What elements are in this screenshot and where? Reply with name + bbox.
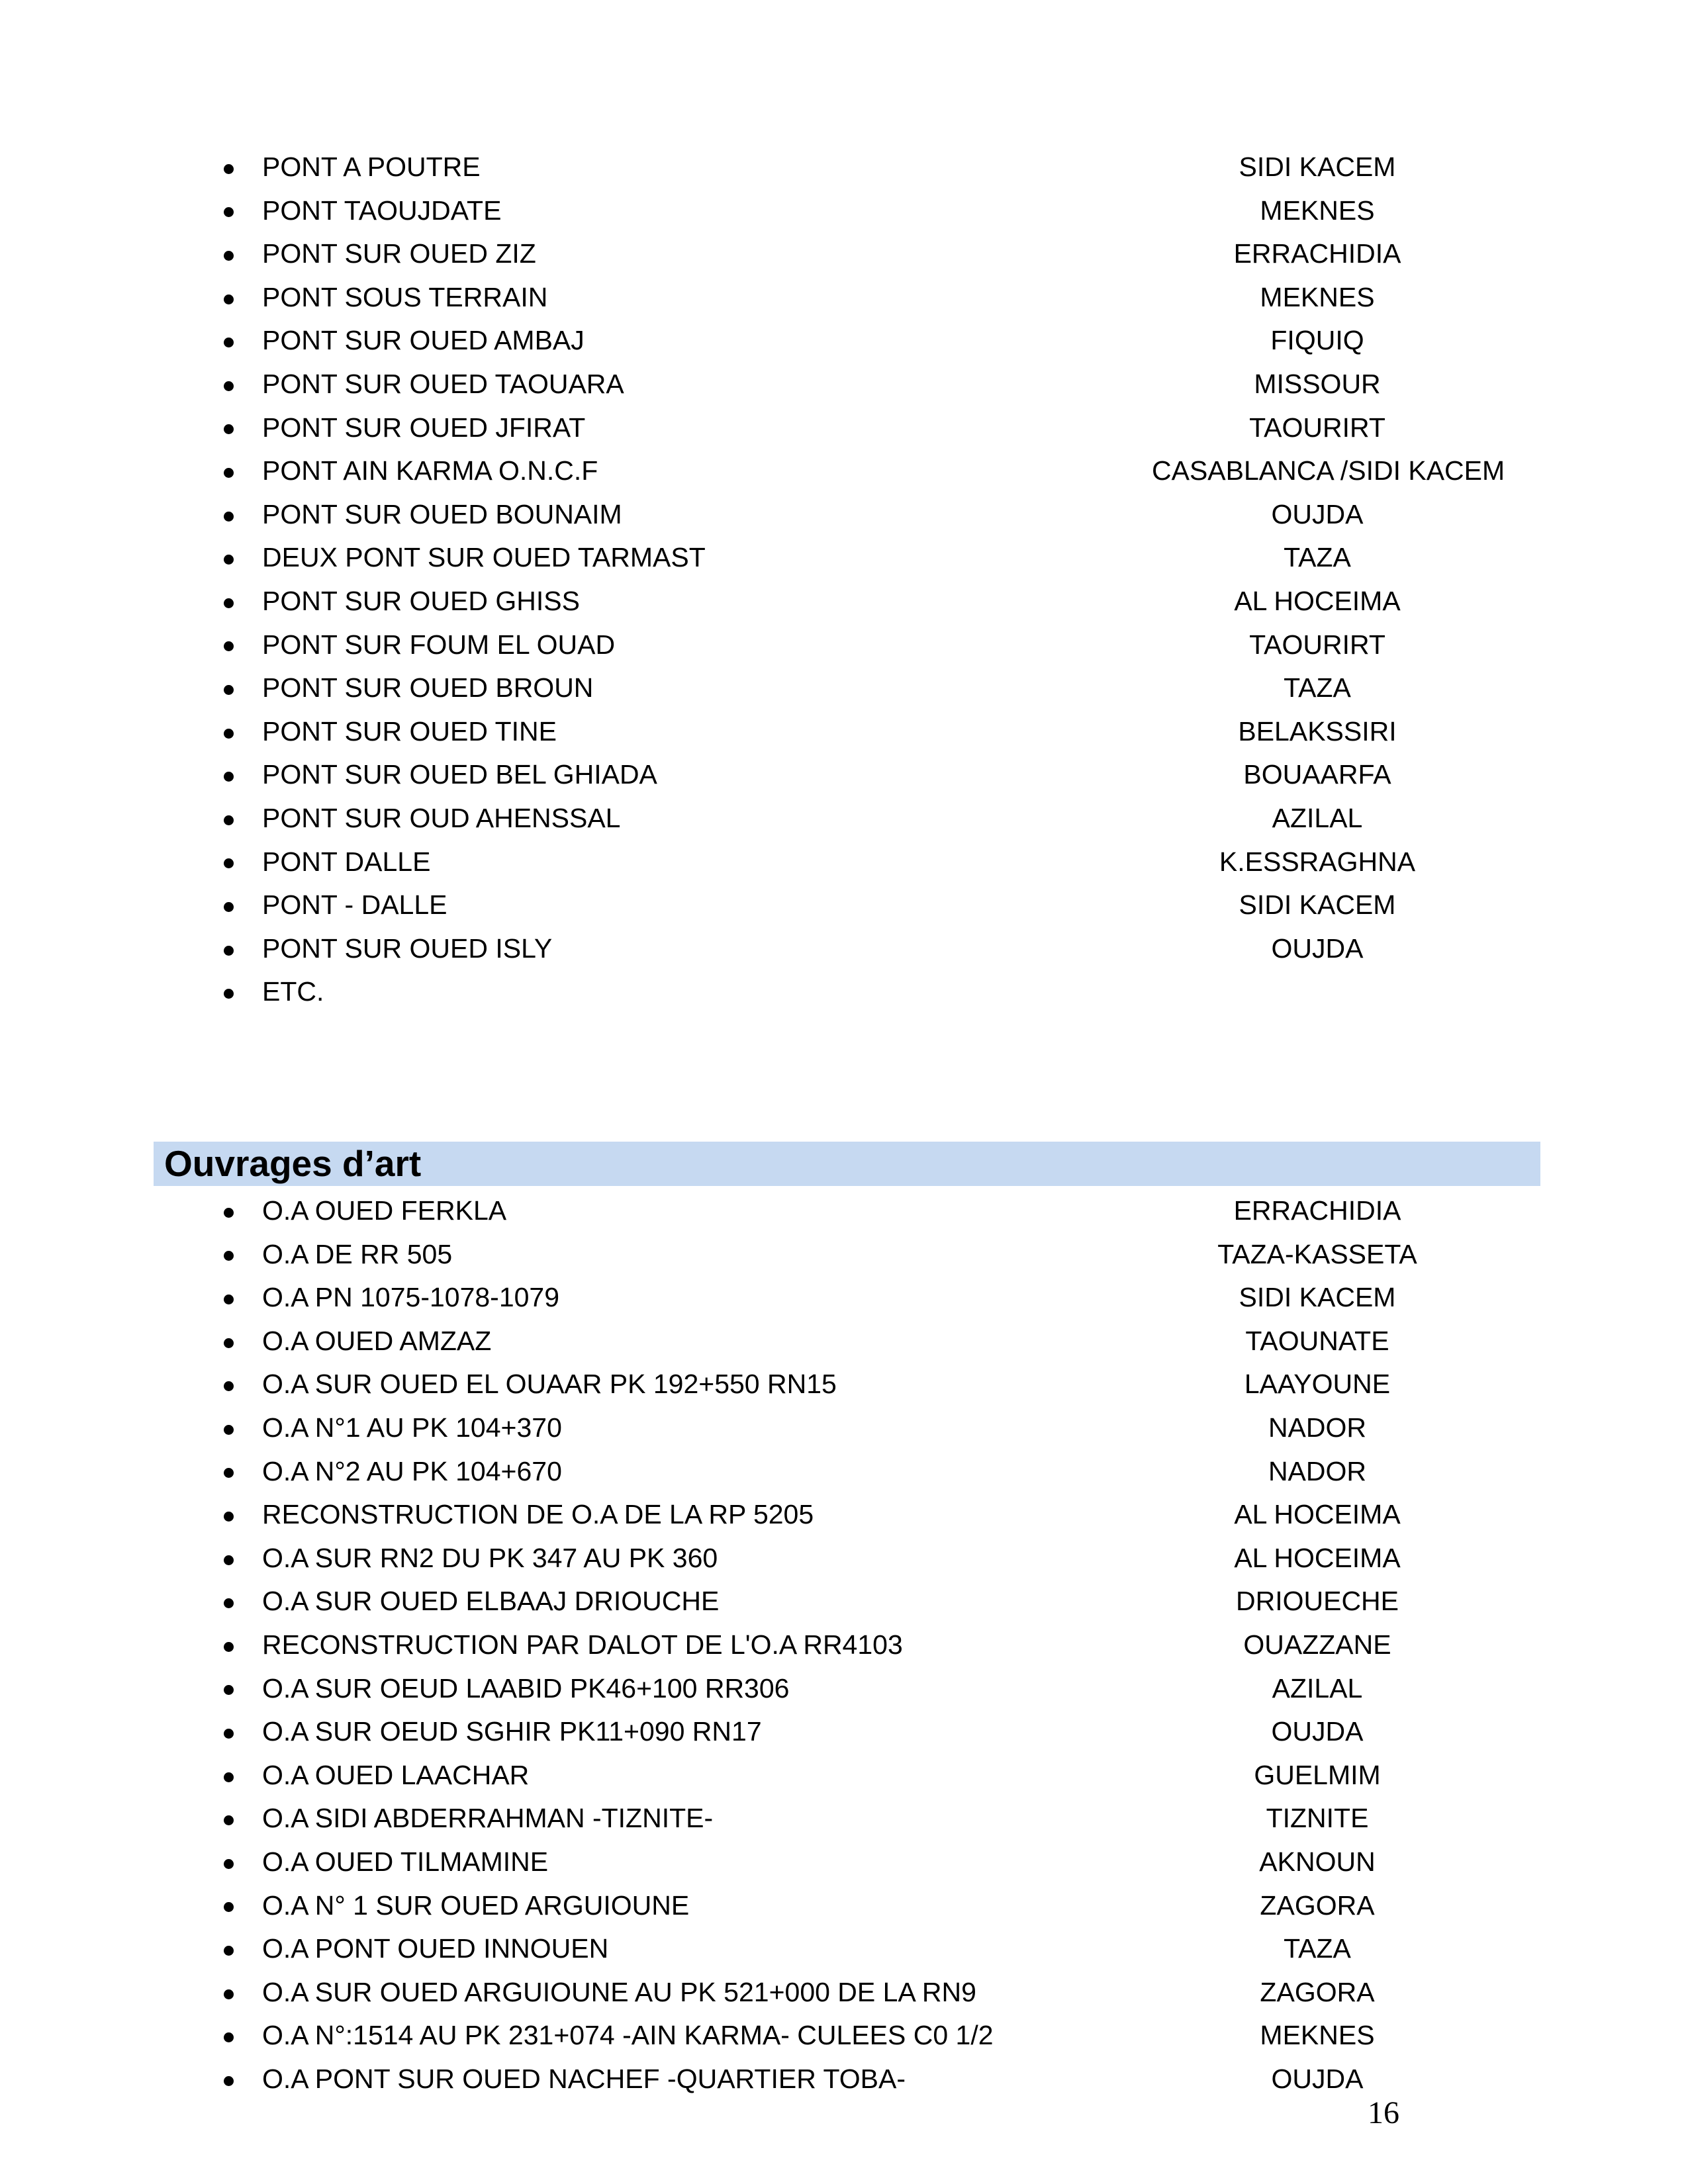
bullet-icon <box>218 2058 238 2101</box>
item-location: NADOR <box>1268 1412 1367 1443</box>
list-item <box>199 623 1556 667</box>
item-name: PONT - DALLE <box>262 889 447 921</box>
item-name: O.A PONT OUED INNOUEN <box>262 1933 609 1964</box>
bullet-icon <box>218 623 238 667</box>
item-name: O.A SUR OEUD LAABID PK46+100 RR306 <box>262 1672 790 1704</box>
bullet-icon <box>218 449 238 493</box>
item-name: O.A OUED LAACHAR <box>262 1759 530 1790</box>
bullet-icon <box>218 1797 238 1841</box>
bullet-icon <box>218 363 238 406</box>
bullet-icon <box>218 753 238 797</box>
item-name: PONT SUR OUED TINE <box>262 715 557 747</box>
bullet-icon <box>218 1841 238 1884</box>
list-item <box>199 363 1556 406</box>
item-name: PONT A POUTRE <box>262 152 481 182</box>
item-name: ETC. <box>262 976 324 1007</box>
bullet-icon <box>218 884 238 927</box>
list-item <box>199 1320 1556 1363</box>
bullet-icon <box>218 841 238 884</box>
list-item <box>199 1710 1556 1754</box>
item-location: OUJDA <box>1271 2063 1364 2094</box>
list-item <box>199 927 1556 971</box>
bullet-icon <box>218 1493 238 1537</box>
bullet-icon <box>218 1927 238 1971</box>
item-name: PONT SUR OUED ZIZ <box>262 238 536 269</box>
list-item <box>199 797 1556 841</box>
item-name: O.A SUR OUED ELBAAJ DRIOUCHE <box>262 1586 720 1617</box>
item-name: PONT SUR OUED GHISS <box>262 585 580 616</box>
item-location: AL HOCEIMA <box>1234 585 1401 616</box>
item-location: AL HOCEIMA <box>1234 1499 1401 1530</box>
list-item <box>199 276 1556 320</box>
item-name: O.A N°2 AU PK 104+670 <box>262 1455 562 1486</box>
list-item <box>199 1450 1556 1494</box>
item-location: TAZA <box>1284 542 1351 573</box>
bullet-icon <box>218 580 238 623</box>
bullet-icon <box>218 1754 238 1797</box>
item-location: AZILAL <box>1272 1672 1363 1704</box>
list-item <box>199 1493 1556 1537</box>
item-name: O.A PN 1075-1078-1079 <box>262 1282 560 1313</box>
item-name: O.A SUR OUED EL OUAAR PK 192+550 RN15 <box>262 1369 837 1400</box>
item-name: PONT DALLE <box>262 846 431 877</box>
list-item <box>199 1537 1556 1580</box>
item-location: AKNOUN <box>1259 1846 1376 1877</box>
item-location: BELAKSSIRI <box>1238 715 1397 747</box>
list-item <box>199 1233 1556 1277</box>
item-location: TAOUNATE <box>1245 1325 1389 1356</box>
item-name: O.A SUR OEUD SGHIR PK11+090 RN17 <box>262 1716 762 1747</box>
item-location: TAOURIRT <box>1249 629 1385 660</box>
bridge-list <box>199 146 1556 1014</box>
item-location: ZAGORA <box>1260 1976 1375 2007</box>
bullet-icon <box>218 146 238 189</box>
bullet-icon <box>218 536 238 580</box>
item-name: O.A SUR OUED ARGUIOUNE AU PK 521+000 DE LA RN9 <box>262 1976 976 2007</box>
item-name: PONT SUR OUED JFIRAT <box>262 412 586 443</box>
bullet-icon <box>218 1710 238 1754</box>
item-location: MEKNES <box>1260 195 1375 226</box>
bullet-icon <box>218 1406 238 1450</box>
bullet-icon <box>218 276 238 320</box>
item-location: LAAYOUNE <box>1244 1369 1391 1400</box>
item-location: NADOR <box>1268 1455 1367 1486</box>
item-location: SIDI KACEM <box>1239 889 1396 921</box>
list-item <box>199 580 1556 623</box>
bullet-icon <box>218 1189 238 1233</box>
item-name: PONT SUR OUED BROUN <box>262 672 594 704</box>
item-name: PONT AIN KARMA O.N.C.F <box>262 455 598 486</box>
item-location: TAZA <box>1284 672 1351 704</box>
item-location: OUJDA <box>1271 1716 1364 1747</box>
bullet-icon <box>218 1276 238 1320</box>
item-name: O.A OUED TILMAMINE <box>262 1846 549 1877</box>
item-location: ERRACHIDIA <box>1233 1195 1401 1226</box>
list-item <box>199 406 1556 450</box>
list-item <box>199 1841 1556 1884</box>
item-location: TAZA-KASSETA <box>1217 1238 1417 1269</box>
section-title: Ouvrages d’art <box>164 1143 422 1184</box>
bullet-icon <box>218 1320 238 1363</box>
list-item <box>199 232 1556 276</box>
item-name: PONT SUR OUED ISLY <box>262 933 553 964</box>
item-location: CASABLANCA /SIDI KACEM <box>1152 455 1505 486</box>
bullet-icon <box>218 797 238 841</box>
item-name: O.A N° 1 SUR OUED ARGUIOUNE <box>262 1889 690 1921</box>
item-location: GUELMIM <box>1254 1759 1381 1790</box>
list-item <box>199 1363 1556 1406</box>
list-item <box>199 1189 1556 1233</box>
item-name: DEUX PONT SUR OUED TARMAST <box>262 542 706 573</box>
item-location: AL HOCEIMA <box>1234 1542 1401 1573</box>
list-item <box>199 493 1556 537</box>
item-location: OUAZZANE <box>1243 1629 1391 1660</box>
bullet-icon <box>218 1884 238 1928</box>
page-number: 16 <box>1368 2095 1399 2130</box>
list-item <box>199 536 1556 580</box>
item-name: PONT SUR OUED BEL GHIADA <box>262 759 657 790</box>
item-location: TAZA <box>1284 1933 1351 1964</box>
item-name: O.A SIDI ABDERRAHMAN -TIZNITE- <box>262 1803 714 1834</box>
item-name: O.A N°:1514 AU PK 231+074 -AIN KARMA- CULEES C0 1/2 <box>262 2020 994 2051</box>
list-item <box>199 449 1556 493</box>
item-location: MEKNES <box>1260 281 1375 312</box>
bullet-icon <box>218 970 238 1014</box>
item-location: AZILAL <box>1272 802 1363 833</box>
list-item <box>199 753 1556 797</box>
item-location: FIQUIQ <box>1270 325 1364 356</box>
list-item <box>199 1971 1556 2015</box>
bullet-icon <box>218 406 238 450</box>
item-location: SIDI KACEM <box>1239 152 1396 182</box>
item-location: TAOURIRT <box>1249 412 1385 443</box>
bullet-icon <box>218 927 238 971</box>
list-item <box>199 841 1556 884</box>
item-name: O.A PONT SUR OUED NACHEF -QUARTIER TOBA- <box>262 2063 906 2094</box>
item-name: PONT SUR OUD AHENSSAL <box>262 802 621 833</box>
item-name: O.A DE RR 505 <box>262 1238 453 1269</box>
list-item <box>199 884 1556 927</box>
bullet-icon <box>218 710 238 754</box>
list-item <box>199 1623 1556 1667</box>
item-location: OUJDA <box>1271 498 1364 529</box>
item-name: PONT SUR FOUM EL OUAD <box>262 629 616 660</box>
list-item <box>199 1406 1556 1450</box>
list-item <box>199 189 1556 233</box>
bullet-icon <box>218 1971 238 2015</box>
bullet-icon <box>218 319 238 363</box>
list-item <box>199 1927 1556 1971</box>
list-item <box>199 2014 1556 2058</box>
item-location: MEKNES <box>1260 2020 1375 2051</box>
item-name: O.A N°1 AU PK 104+370 <box>262 1412 562 1443</box>
list-item <box>199 319 1556 363</box>
item-name: PONT TAOUJDATE <box>262 195 502 226</box>
bullet-icon <box>218 1537 238 1580</box>
item-name: PONT SOUS TERRAIN <box>262 281 548 312</box>
item-name: O.A SUR RN2 DU PK 347 AU PK 360 <box>262 1542 718 1573</box>
item-name: RECONSTRUCTION PAR DALOT DE L'O.A RR4103 <box>262 1629 903 1660</box>
item-location: K.ESSRAGHNA <box>1219 846 1416 877</box>
item-location: ERRACHIDIA <box>1233 238 1401 269</box>
bullet-icon <box>218 1580 238 1623</box>
list-item <box>199 970 1556 1014</box>
bullet-icon <box>218 2014 238 2058</box>
item-location: MISSOUR <box>1254 368 1381 399</box>
item-name: PONT SUR OUED AMBAJ <box>262 325 585 356</box>
bullet-icon <box>218 189 238 233</box>
list-item <box>199 1580 1556 1623</box>
list-item <box>199 1754 1556 1797</box>
bullet-icon <box>218 493 238 537</box>
list-item <box>199 710 1556 754</box>
bullet-icon <box>218 1623 238 1667</box>
item-location: DRIOUECHE <box>1235 1586 1399 1617</box>
item-location: TIZNITE <box>1266 1803 1369 1834</box>
item-location: ZAGORA <box>1260 1889 1375 1921</box>
item-name: O.A OUED FERKLA <box>262 1195 507 1226</box>
bullet-icon <box>218 1667 238 1711</box>
list-item <box>199 1276 1556 1320</box>
item-name: PONT SUR OUED BOUNAIM <box>262 498 622 529</box>
bullet-icon <box>218 1363 238 1406</box>
list-item <box>199 1667 1556 1711</box>
bullet-icon <box>218 1450 238 1494</box>
item-location: OUJDA <box>1271 933 1364 964</box>
list-item <box>199 146 1556 189</box>
list-item <box>199 1797 1556 1841</box>
works-list <box>199 1189 1556 2101</box>
section-heading <box>154 1142 1540 1186</box>
item-name: RECONSTRUCTION DE O.A DE LA RP 5205 <box>262 1499 814 1530</box>
bullet-icon <box>218 232 238 276</box>
bullet-icon <box>218 666 238 710</box>
item-location: BOUAARFA <box>1243 759 1391 790</box>
list-item <box>199 1884 1556 1928</box>
bullet-icon <box>218 1233 238 1277</box>
item-name: O.A OUED AMZAZ <box>262 1325 492 1356</box>
list-item <box>199 666 1556 710</box>
item-name: PONT SUR OUED TAOUARA <box>262 368 624 399</box>
item-location: SIDI KACEM <box>1239 1282 1396 1313</box>
